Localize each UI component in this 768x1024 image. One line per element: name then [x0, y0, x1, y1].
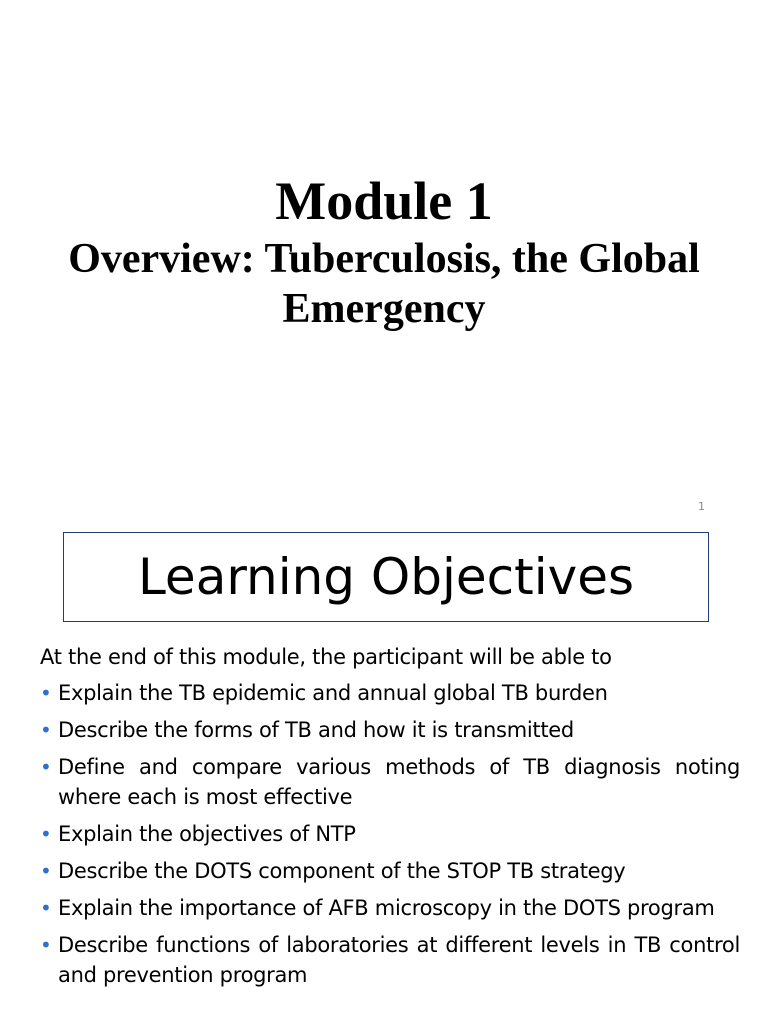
list-item	[40, 856, 740, 886]
objective-text: Explain the importance of AFB microscopy in the DOTS program	[58, 896, 715, 920]
bullet-icon: •	[40, 859, 52, 883]
bullet-icon: •	[40, 896, 52, 920]
list-item	[40, 893, 740, 923]
bullet-icon: •	[40, 718, 52, 742]
module-subtitle: Overview: Tuberculosis, the Global Emergency	[68, 236, 700, 332]
objective-text: Describe the DOTS component of the STOP TB strategy	[58, 859, 626, 883]
learning-objectives-title: Learning Objectives	[137, 548, 635, 606]
bullet-icon: •	[40, 681, 52, 705]
objective-text: Explain the TB epidemic and annual global TB burden	[58, 681, 608, 705]
bullet-icon: •	[40, 933, 52, 957]
objective-text: Describe the forms of TB and how it is transmitted	[58, 718, 574, 742]
list-item	[40, 930, 740, 990]
objectives-list	[40, 678, 740, 997]
objective-text: Define and compare various methods of TB diagnosis noting where each is most effective	[58, 755, 740, 809]
module-title: Module 1	[275, 171, 493, 231]
list-item	[40, 715, 740, 745]
slide-number: 1	[698, 500, 705, 513]
learning-objectives-title-box	[63, 532, 709, 622]
bullet-icon: •	[40, 755, 52, 779]
list-item	[40, 752, 740, 812]
objective-text: Describe functions of laboratories at different levels in TB control and prevention program	[58, 933, 740, 987]
bullet-icon: •	[40, 822, 52, 846]
objectives-intro: At the end of this module, the participant will be able to	[40, 645, 612, 669]
objective-text: Explain the objectives of NTP	[58, 822, 356, 846]
list-item	[40, 819, 740, 849]
list-item	[40, 678, 740, 708]
